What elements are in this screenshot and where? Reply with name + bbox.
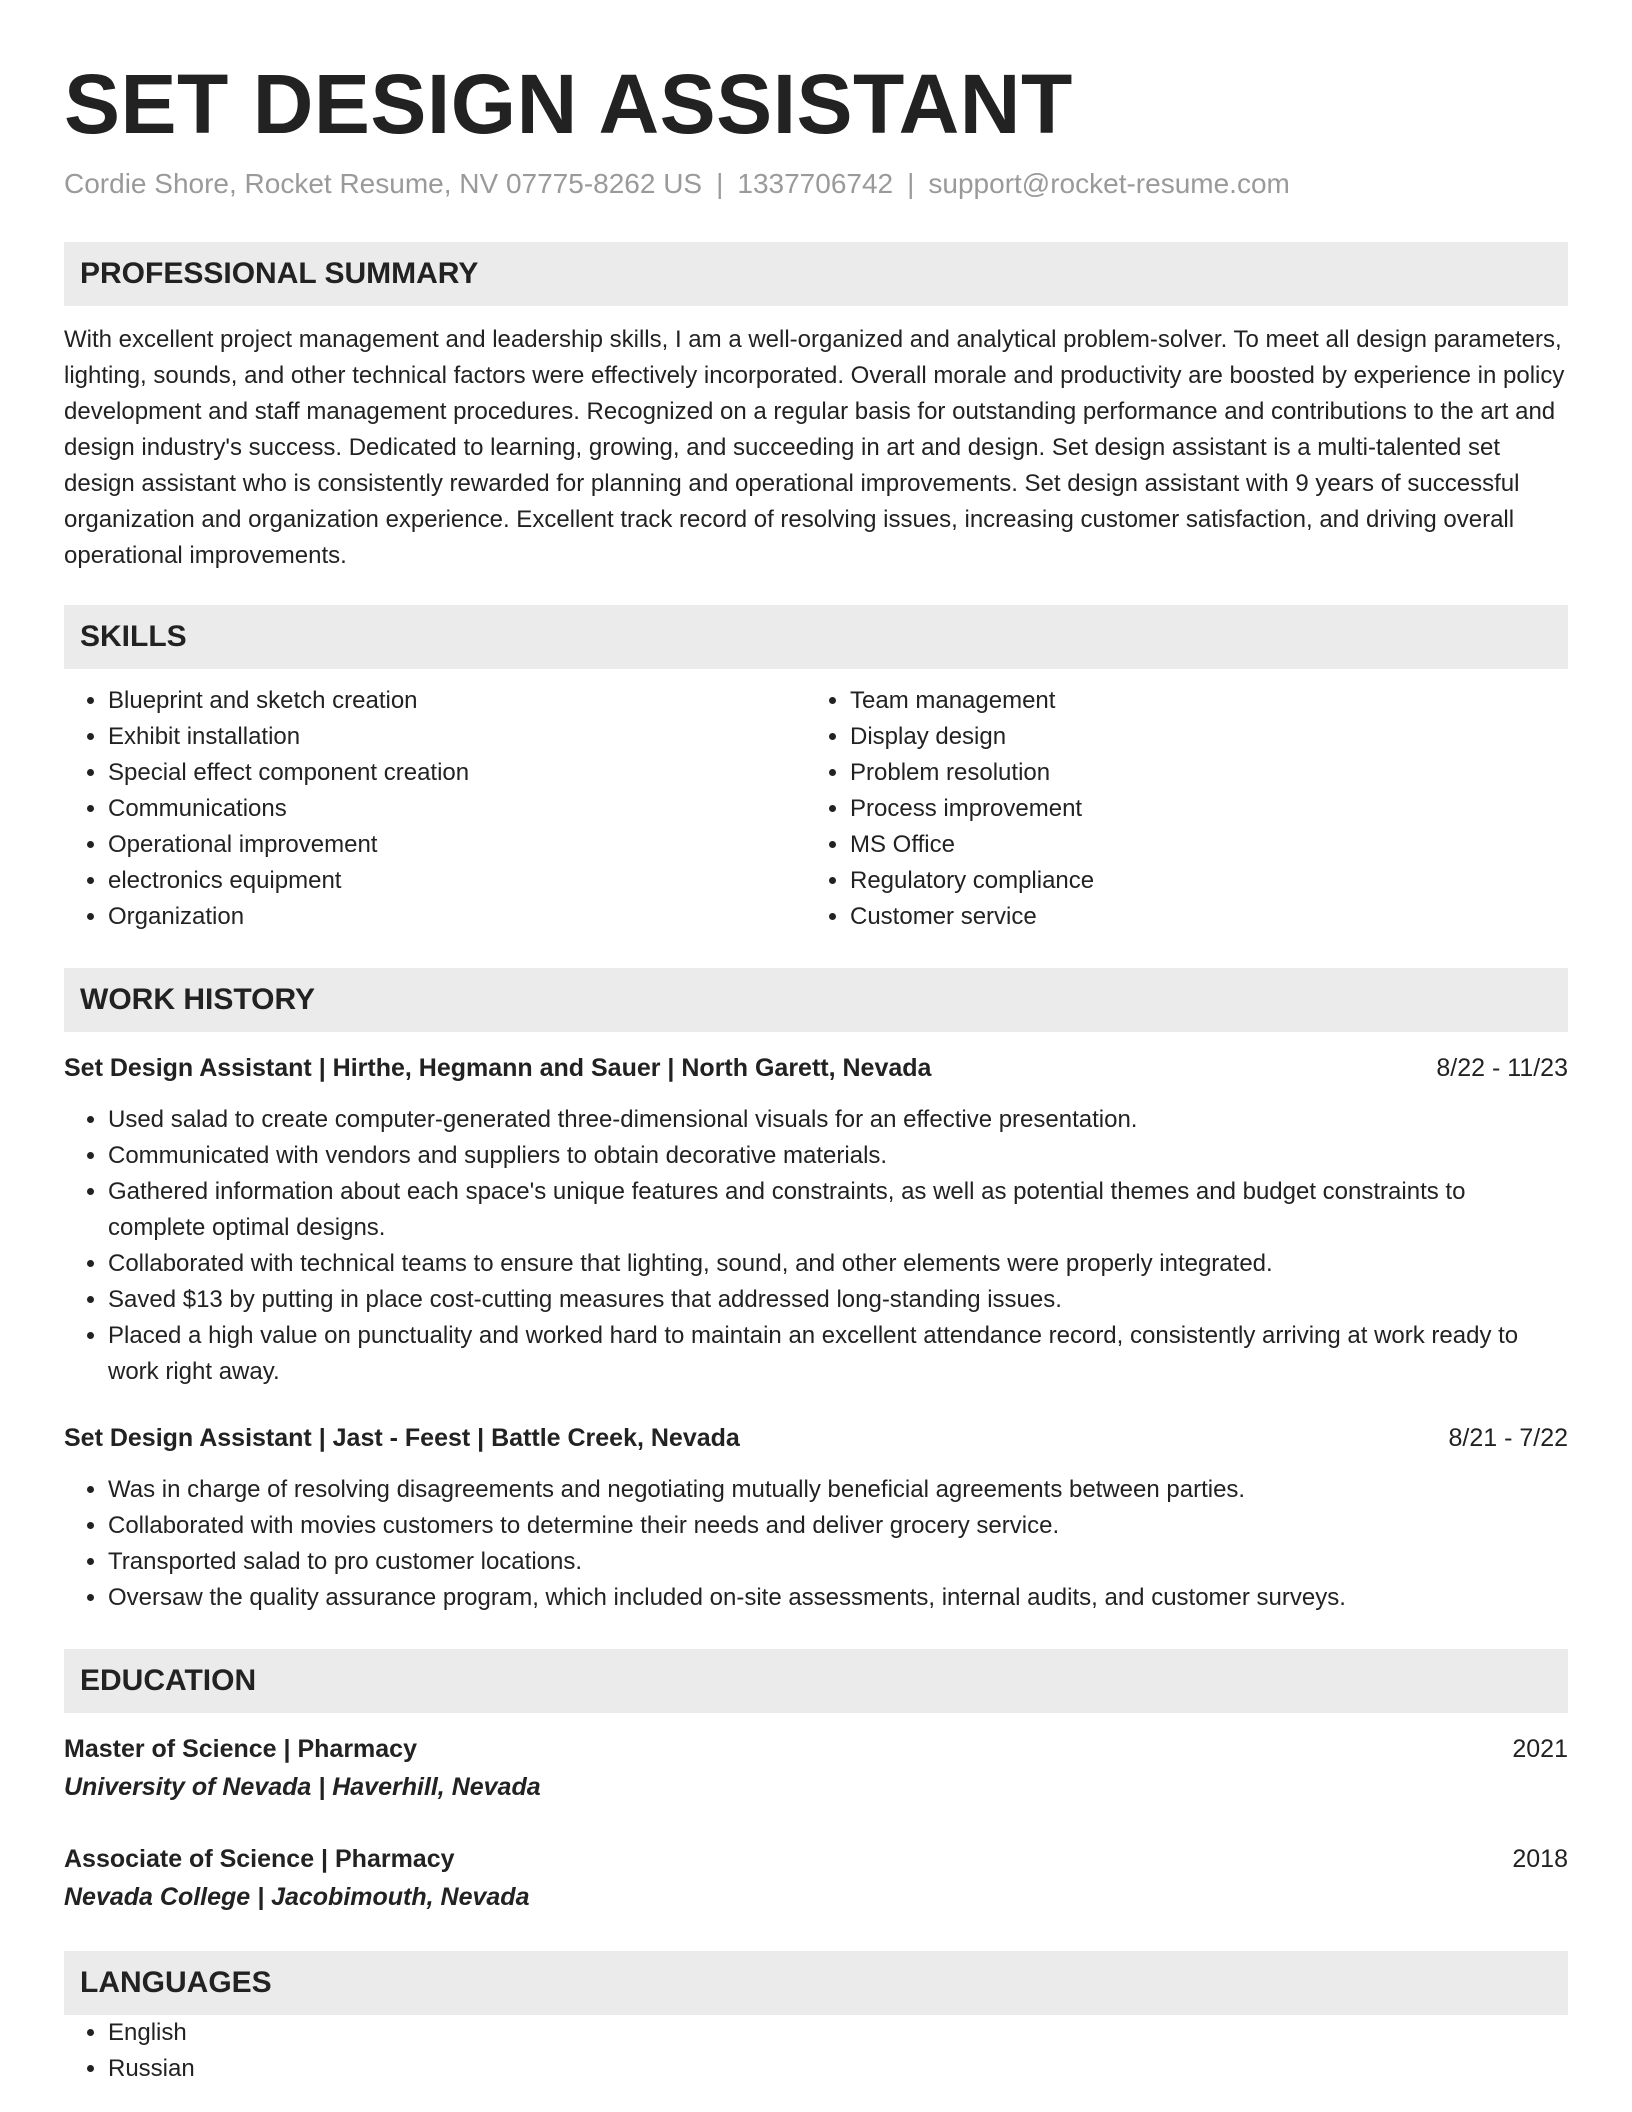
skill-item: • Display design: [850, 719, 1548, 755]
job-dates: 8/21 - 7/22: [1448, 1424, 1568, 1452]
job-bullet: • Oversaw the quality assurance program, which included on-site assessments, internal audits, and customer surveys.: [108, 1580, 1568, 1616]
education-entry: [64, 1731, 1568, 1805]
work-history-section: [64, 968, 1568, 1616]
job-bullet: • Transported salad to pro customer locations.: [108, 1544, 1568, 1580]
skill-item: • Process improvement: [850, 791, 1548, 827]
skill-item: • Team management: [850, 683, 1548, 719]
skill-item: • Problem resolution: [850, 755, 1548, 791]
language-item: • English: [108, 2015, 1568, 2051]
job-dates: 8/22 - 11/23: [1436, 1054, 1568, 1082]
skill-item: • Special effect component creation: [108, 755, 806, 791]
skill-item: • Regulatory compliance: [850, 863, 1548, 899]
skill-item: • Customer service: [850, 899, 1548, 935]
language-item: • Russian: [108, 2051, 1568, 2087]
skill-item: • Exhibit installation: [108, 719, 806, 755]
job-bullet: • Collaborated with movies customers to determine their needs and deliver grocery service.: [108, 1508, 1568, 1544]
skill-item: • electronics equipment: [108, 863, 806, 899]
job-bullet: • Was in charge of resolving disagreements and negotiating mutually beneficial agreements between parties.: [108, 1472, 1568, 1508]
job-bullet: • Used salad to create computer-generated three-dimensional visuals for an effective presentation.: [108, 1102, 1568, 1138]
job-bullet: • Gathered information about each space's unique features and constraints, as well as potential themes and budget constraints to complete optimal designs.: [108, 1174, 1568, 1246]
education-degree: Master of Science | Pharmacy: [64, 1735, 417, 1763]
job-entry: [64, 1050, 1568, 1390]
job-bullet: • Placed a high value on punctuality and worked hard to maintain an excellent attendance record, consistently arriving at work ready to work right away.: [108, 1318, 1568, 1390]
skills-column-left: [64, 683, 806, 935]
contact-separator: |: [716, 168, 724, 199]
skill-item: • Blueprint and sketch creation: [108, 683, 806, 719]
contact-email: support@rocket-resume.com: [928, 168, 1290, 199]
job-title: Set Design Assistant | Jast - Feest | Battle Creek, Nevada: [64, 1424, 740, 1452]
education-school: Nevada College | Jacobimouth, Nevada: [64, 1883, 530, 1911]
education-year: 2018: [1512, 1845, 1568, 1873]
education-heading: EDUCATION: [64, 1649, 1568, 1713]
languages-heading: LANGUAGES: [64, 1951, 1568, 2015]
education-section: [64, 1649, 1568, 1915]
job-bullet: • Collaborated with technical teams to ensure that lighting, sound, and other elements were properly integrated.: [108, 1246, 1568, 1282]
education-year: 2021: [1512, 1735, 1568, 1763]
skill-item: • Operational improvement: [108, 827, 806, 863]
skill-item: • Communications: [108, 791, 806, 827]
work-history-heading: WORK HISTORY: [64, 968, 1568, 1032]
job-bullet: • Saved $13 by putting in place cost-cutting measures that addressed long-standing issues.: [108, 1282, 1568, 1318]
contact-address: Cordie Shore, Rocket Resume, NV 07775-8262 US: [64, 168, 703, 199]
summary-section: [64, 242, 1568, 574]
languages-section: [64, 1951, 1568, 2087]
skills-section: [64, 605, 1568, 935]
job-title: Set Design Assistant | Hirthe, Hegmann and Sauer | North Garett, Nevada: [64, 1054, 932, 1082]
skills-columns: [64, 683, 1568, 935]
contact-phone: 1337706742: [737, 168, 894, 199]
skill-item: • MS Office: [850, 827, 1548, 863]
education-school: University of Nevada | Haverhill, Nevada: [64, 1773, 541, 1801]
resume-title: SET DESIGN ASSISTANT: [64, 57, 1073, 151]
contact-line: [64, 166, 1568, 202]
skill-item: • Organization: [108, 899, 806, 935]
skills-heading: SKILLS: [64, 605, 1568, 669]
job-bullet: • Communicated with vendors and suppliers to obtain decorative materials.: [108, 1138, 1568, 1174]
education-degree: Associate of Science | Pharmacy: [64, 1845, 455, 1873]
job-entry: [64, 1420, 1568, 1616]
summary-heading: PROFESSIONAL SUMMARY: [64, 242, 1568, 306]
contact-separator: |: [907, 168, 915, 199]
skills-column-right: [806, 683, 1548, 935]
education-entry: [64, 1841, 1568, 1915]
summary-text: With excellent project management and leadership skills, I am a well-organized and analytical problem-solver. To meet all design parameters, lighting, sounds, and other technical factors were effectively incorporated. Overall morale and productivity are boosted by experience in policy development and staff management procedures. Recognized on a regular basis for outstanding performance and contributions to the art and design industry's success. Dedicated to learning, growing, and succeeding in art and design. Set design assistant is a multi-talented set design assistant who is consistently rewarded for planning and operational improvements. Set design assistant with 9 years of successful organization and organization experience. Excellent track record of resolving issues, increasing customer satisfaction, and driving overall operational improvements.: [64, 326, 1565, 569]
